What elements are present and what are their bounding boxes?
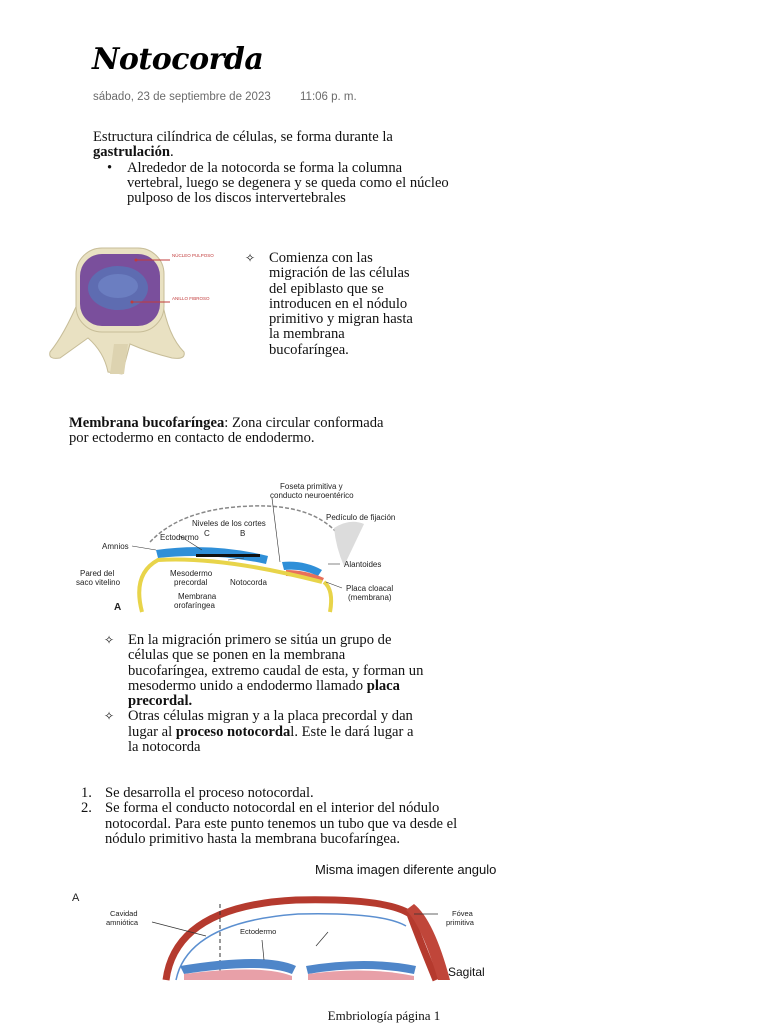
sagittal-diagram: [66, 886, 500, 980]
svg-text:Membrana: Membrana: [178, 592, 217, 601]
svg-text:Ectodermo: Ectodermo: [240, 927, 277, 936]
svg-text:A: A: [114, 602, 122, 613]
svg-text:Pared del: Pared del: [80, 569, 115, 578]
intro-paragraph: Estructura cilíndrica de células, se forma durante la gastrulación.: [93, 129, 393, 161]
label-anillo: ANILLO FIBROSO: [172, 296, 210, 301]
svg-text:Fóvea: Fóvea: [452, 909, 473, 918]
svg-text:amniótica: amniótica: [106, 918, 139, 927]
svg-text:Niveles de los cortes: Niveles de los cortes: [192, 519, 266, 528]
intro-bold-term: gastrulación: [93, 144, 171, 161]
sagittal-label: Sagital: [448, 965, 485, 979]
svg-text:(membrana): (membrana): [348, 593, 392, 602]
figure-caption: Misma imagen diferente angulo: [315, 862, 497, 877]
sagittal-figure: [66, 886, 500, 980]
list-item: ✧ Otras células migran y a la placa precordal y dan lugar al proceso notocordal. Este le dará lugar a la notocorda: [104, 708, 414, 756]
svg-text:C: C: [204, 529, 210, 538]
embryo-diagram: [72, 478, 422, 618]
svg-text:Alantoides: Alantoides: [344, 560, 382, 569]
bullet-dot-icon: •: [107, 159, 113, 176]
svg-text:saco vitelino: saco vitelino: [76, 578, 121, 587]
svg-text:Cavidad: Cavidad: [110, 909, 138, 918]
page-footer: Embriología página 1: [327, 1008, 441, 1023]
page-date: sábado, 23 de septiembre de 2023: [93, 91, 271, 103]
sparkle-bullet-icon: ✧: [104, 709, 115, 724]
svg-text:Foseta primitiva y: Foseta primitiva y: [280, 482, 343, 491]
intro-bullet: • Alrededor de la notocorda se forma la columna vertebral, luego se degenera y se queda como el núcleo pulposo de los discos intervertebrales: [107, 159, 449, 207]
label-nucleo: NÚCLEO PULPOSO: [172, 253, 214, 258]
list-item: ✧ En la migración primero se sitúa un grupo de células que se ponen en la membrana bucofaríngea, extremo caudal de esta, y forman un mesodermo unido a endodermo llamado placa precordal.: [104, 632, 424, 710]
svg-text:conducto neuroentérico: conducto neuroentérico: [270, 491, 354, 500]
list-item: 2. Se forma el conducto notocordal en el interior del nódulo notocordal. Para este punto tenemos un tubo que va desde el nódulo primitivo hasta la membrana bucofaríngea.: [81, 800, 458, 847]
svg-text:Amnios: Amnios: [102, 542, 129, 551]
svg-text:precordal: precordal: [174, 578, 208, 587]
svg-text:Ectodermo: Ectodermo: [160, 533, 199, 542]
svg-text:Placa cloacal: Placa cloacal: [346, 584, 394, 593]
membrane-definition: Membrana bucofaríngea: Zona circular conformada por ectodermo en contacto de endodermo.: [69, 415, 384, 447]
sparkle-bullet-icon: ✧: [245, 251, 256, 265]
membrane-term: Membrana bucofaríngea: [69, 415, 225, 431]
svg-text:B: B: [240, 529, 246, 538]
vertebra-illustration: [44, 240, 214, 380]
vertebra-figure: [44, 240, 214, 380]
svg-text:Mesodermo: Mesodermo: [170, 569, 213, 578]
numbered-list: [81, 786, 471, 847]
svg-text:Notocorda: Notocorda: [230, 578, 267, 587]
svg-text:A: A: [72, 892, 80, 904]
migration-note: ✧ Comienza con las migración de las células del epiblasto que se introducen en el nódulo primitivo y migran hasta la membrana bucofaríngea.: [245, 250, 413, 358]
embryo-figure: [72, 478, 422, 618]
page-title: Notocorda: [92, 42, 264, 77]
list-item: 1. Se desarrolla el proceso notocordal.: [81, 785, 314, 801]
intro-block: [93, 130, 453, 206]
migration-list: [104, 633, 424, 755]
svg-text:orofaríngea: orofaríngea: [174, 601, 215, 610]
sparkle-bullet-icon: ✧: [104, 633, 115, 647]
svg-text:Pedículo de fijación: Pedículo de fijación: [326, 513, 396, 522]
page-time: 11:06 p. m.: [300, 91, 357, 103]
svg-text:primitiva: primitiva: [446, 918, 474, 927]
